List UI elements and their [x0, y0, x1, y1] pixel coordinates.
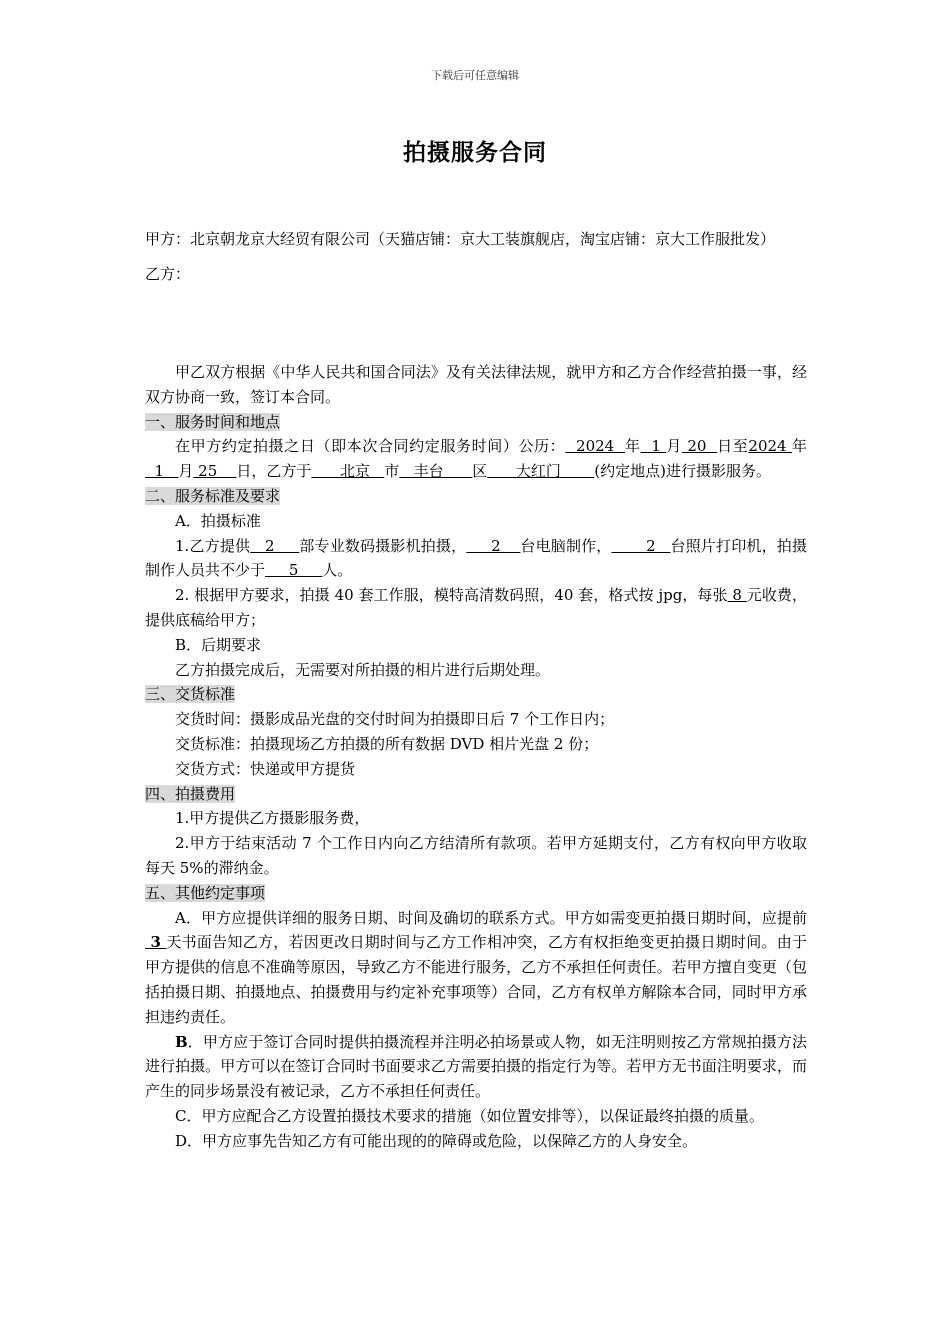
party-a: 甲方：北京朝龙京大经贸有限公司（天猫店铺：京大工装旗舰店，淘宝店铺：京大工作服批发） [145, 230, 776, 248]
section-2-b-label: B．后期要求 [175, 635, 262, 654]
section-4-line-1: 1.甲方提供乙方摄影服务费， [175, 809, 370, 828]
section-2-b-text: 乙方拍摄完成后，无需要对所拍摄的相片进行后期处理。 [175, 660, 551, 679]
section-4-heading: 四、拍摄费用 [145, 784, 236, 803]
section-2-item-2: 2. 根据甲方要求，拍摄 40 套工作服，模特高清数码照，40 套，格式按 jpg，每张 8 元收费，提供底稿给甲方； [145, 586, 807, 629]
section-5-item-c: C．甲方应配合乙方设置拍摄技术要求的措施（如位置安排等），以保证最终拍摄的质量。 [175, 1106, 764, 1125]
section-1-paragraph: 在甲方约定拍摄之日（即本次合同约定服务时间）公历： 2024 年 1 月 20 日至2024 年 1 月 25 日，乙方于 北京 市 丰台 区 大红门 (约定地点)进行摄影服务。 [145, 437, 807, 481]
section-1-heading: 一、服务时间和地点 [145, 412, 281, 431]
section-2-a-label: A．拍摄标准 [175, 511, 261, 530]
section-2-item-1: 1.乙方提供 2 部专业数码摄影机拍摄， 2 台电脑制作， 2 台照片打印机，拍摄制作人员共不少于 5 人。 [145, 536, 807, 580]
party-b: 乙方： [145, 265, 191, 283]
parties-block [145, 222, 810, 292]
header-note: 下载后可任意编辑 [431, 69, 519, 82]
section-5-item-d: D．甲方应事先告知乙方有可能出现的的障碍或危险，以保障乙方的人身安全。 [175, 1131, 698, 1150]
section-3-line-1: 交货时间：摄影成品光盘的交付时间为拍摄即日后 7 个工作日内； [175, 710, 615, 729]
section-5-item-b: B．甲方应于签订合同时提供拍摄流程并注明必拍场景或人物，如无注明则按乙方常规拍摄方法进行拍摄。甲方可以在签订合同时书面要求乙方需要拍摄的指定行为等。若甲方无书面注明要求，而产生的同步场景没有被记录，乙方不承担任何责任。 [145, 1032, 807, 1101]
section-3-heading: 三、交货标准 [145, 685, 236, 704]
section-5-heading: 五、其他约定事项 [145, 883, 266, 902]
section-3-line-2: 交货标准：拍摄现场乙方拍摄的所有数据 DVD 相片光盘 2 份； [175, 734, 599, 753]
section-3-line-3: 交货方式：快递或甲方提货 [175, 759, 356, 778]
contract-title: 拍摄服务合同 [403, 140, 547, 166]
section-2-heading: 二、服务标准及要求 [145, 486, 281, 505]
section-5-item-a: A．甲方应提供详细的服务日期、时间及确切的联系方式。甲方如需变更拍摄日期时间，应提前 3 天书面告知乙方，若因更改日期时间与乙方工作相冲突，乙方有权拒绝变更拍摄日期时间。由于甲方提供的信息不准确等原因，导致乙方不能进行服务，乙方不承担任何责任。若甲方擅自变更（包括拍摄日期、拍摄地点、拍摄费用与约定补充事项等）合同，乙方有权单方解除本合同，同时甲方承担违约责任。 [145, 908, 807, 1026]
intro-paragraph: 甲乙双方根据《中华人民共和国合同法》及有关法律法规，就甲方和乙方合作经营拍摄一事，经双方协商一致，签订本合同。 [145, 363, 807, 406]
contract-body [145, 360, 807, 1154]
section-4-line-2: 2.甲方于结束活动 7 个工作日内向乙方结清所有款项。若甲方延期支付，乙方有权向甲方收取每天 5%的滞纳金。 [145, 834, 807, 877]
